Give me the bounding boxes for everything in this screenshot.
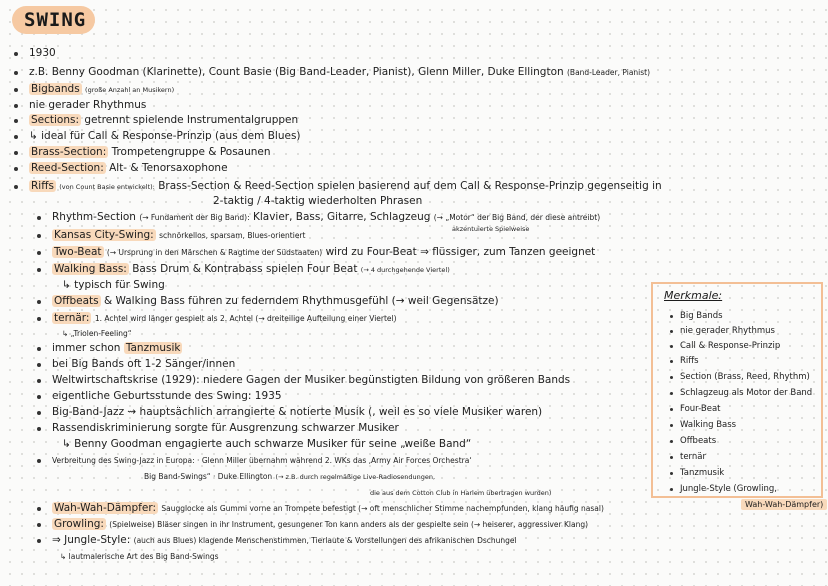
page-title: SWING [12, 6, 95, 34]
note-line: ↳ „Triolen-Feeling“ [62, 329, 132, 338]
note-annotation: akzentuierte Spielweise [452, 225, 530, 233]
merkmal-item: Jungle-Style (Growling, [680, 484, 777, 494]
merkmale-heading: Merkmale: [664, 289, 723, 302]
merkmal-item: Walking Bass [680, 420, 737, 430]
note-line: Reed-Section: Alt- & Tenorsaxophone [31, 162, 228, 174]
merkmal-item: Four-Beat [680, 404, 721, 414]
note-line: ⇒ Jungle-Style: (auch aus Blues) klagende Menschenstimmen, Tierlaute & Vorstellungen des afrikanischen Dschungel [52, 534, 517, 546]
note-line: die aus dem Cotton Club in Harlem übertragen wurden) [370, 489, 552, 497]
merkmal-item: Tanzmusik [680, 468, 725, 478]
note-line: immer schon Tanzmusik [52, 342, 181, 354]
note-line: ↳ typisch für Swing [62, 279, 165, 291]
merkmal-item: Section (Brass, Reed, Rhythm) [680, 372, 810, 382]
note-line: Walking Bass: Bass Drum & Kontrabass spielen Four Beat (→ 4 durchgehende Viertel) [54, 263, 450, 275]
note-line: Growling: (Spielweise) Bläser singen in ihr Instrument, gesungener Ton kann anders als der gespielte sein (→ heiserer, aggressiver Klang) [54, 518, 589, 530]
note-line: Riffs (von Count Basie entwickelt): Brass-Section & Reed-Section spielen basierend auf dem Call & Response-Prinzip gegenseitig in [31, 180, 662, 192]
merkmal-item: Big Bands [680, 311, 723, 321]
merkmal-tag: Wah-Wah-Dämpfer) [741, 499, 827, 510]
note-line: 1930 [29, 47, 56, 59]
note-line: Bigbands (große Anzahl an Musikern) [31, 83, 175, 95]
merkmal-item: nie gerader Rhythmus [680, 326, 775, 336]
merkmal-item: Schlagzeug als Motor der Band [680, 388, 813, 398]
note-line: Big Band-Swings“ · Duke Ellington (→ z.B. durch regelmäßige Live-Radiosendungen, [144, 472, 436, 481]
note-line: Rhythm-Section (→ Fundament der Big Band): Klavier, Bass, Gitarre, Schlagzeug (→ „Motor“ der Big Band, der diese antreibt) [52, 211, 601, 223]
note-line: nie gerader Rhythmus [29, 99, 147, 111]
merkmal-item: Call & Response-Prinzip [680, 341, 781, 351]
note-line: Kansas City-Swing: schnörkellos, sparsam, Blues-orientiert [54, 229, 306, 241]
note-line: Big-Band-Jazz ⇝ hauptsächlich arrangierte & notierte Musik (, weil es so viele Musiker waren) [52, 406, 543, 418]
note-line: Rassendiskriminierung sorgte für Ausgrenzung schwarzer Musiker [52, 422, 399, 434]
note-line: Weltwirtschaftskrise (1929): niedere Gagen der Musiker begünstigten Bildung von größeren Bands [52, 374, 571, 386]
note-line: z.B. Benny Goodman (Klarinette), Count Basie (Big Band-Leader, Pianist), Glenn Miller, Duke Ellington (Band-Leader, Pianist) [29, 66, 651, 78]
note-line: ↳ ideal für Call & Response-Prinzip (aus dem Blues) [29, 130, 301, 142]
note-line: ternär: 1. Achtel wird länger gespielt als 2. Achtel (→ dreiteilige Aufteilung einer Viertel) [54, 312, 397, 324]
note-line: Brass-Section: Trompetengruppe & Posaunen [31, 146, 271, 158]
note-line: Sections: getrennt spielende Instrumentalgruppen [31, 114, 299, 126]
note-line: ↳ Benny Goodman engagierte auch schwarze Musiker für seine „weiße Band“ [62, 438, 472, 450]
note-line: eigentliche Geburtsstunde des Swing: 1935 [52, 390, 282, 402]
note-line: Two-Beat (→ Ursprung in den Märschen & Ragtime der Südstaaten) wird zu Four-Beat ⇒ flüssiger, zum Tanzen geeignet [54, 246, 596, 258]
merkmal-item: Riffs [680, 356, 699, 366]
note-line: Verbreitung des Swing-Jazz in Europa: · Glenn Miller übernahm während 2. WKs das ‚Army Air Forces Orchestra‘ [52, 456, 472, 465]
note-line: Wah-Wah-Dämpfer: Saugglocke als Gummi vorne an Trompete befestigt (→ oft menschlicher Stimme nachempfunden, klang häufig nasal) [54, 502, 604, 514]
note-line: Offbeats & Walking Bass führen zu federndem Rhythmusgefühl (→ weil Gegensätze) [54, 295, 499, 307]
note-line: 2-taktig / 4-taktig wiederholten Phrasen [213, 195, 423, 207]
merkmal-item: Offbeats [680, 436, 717, 446]
merkmal-item: ternär [680, 452, 706, 462]
note-line: ↳ lautmalerische Art des Big Band-Swings [60, 552, 219, 561]
merkmale-box [651, 282, 823, 498]
note-line: bei Big Bands oft 1-2 Sänger/innen [52, 358, 236, 370]
